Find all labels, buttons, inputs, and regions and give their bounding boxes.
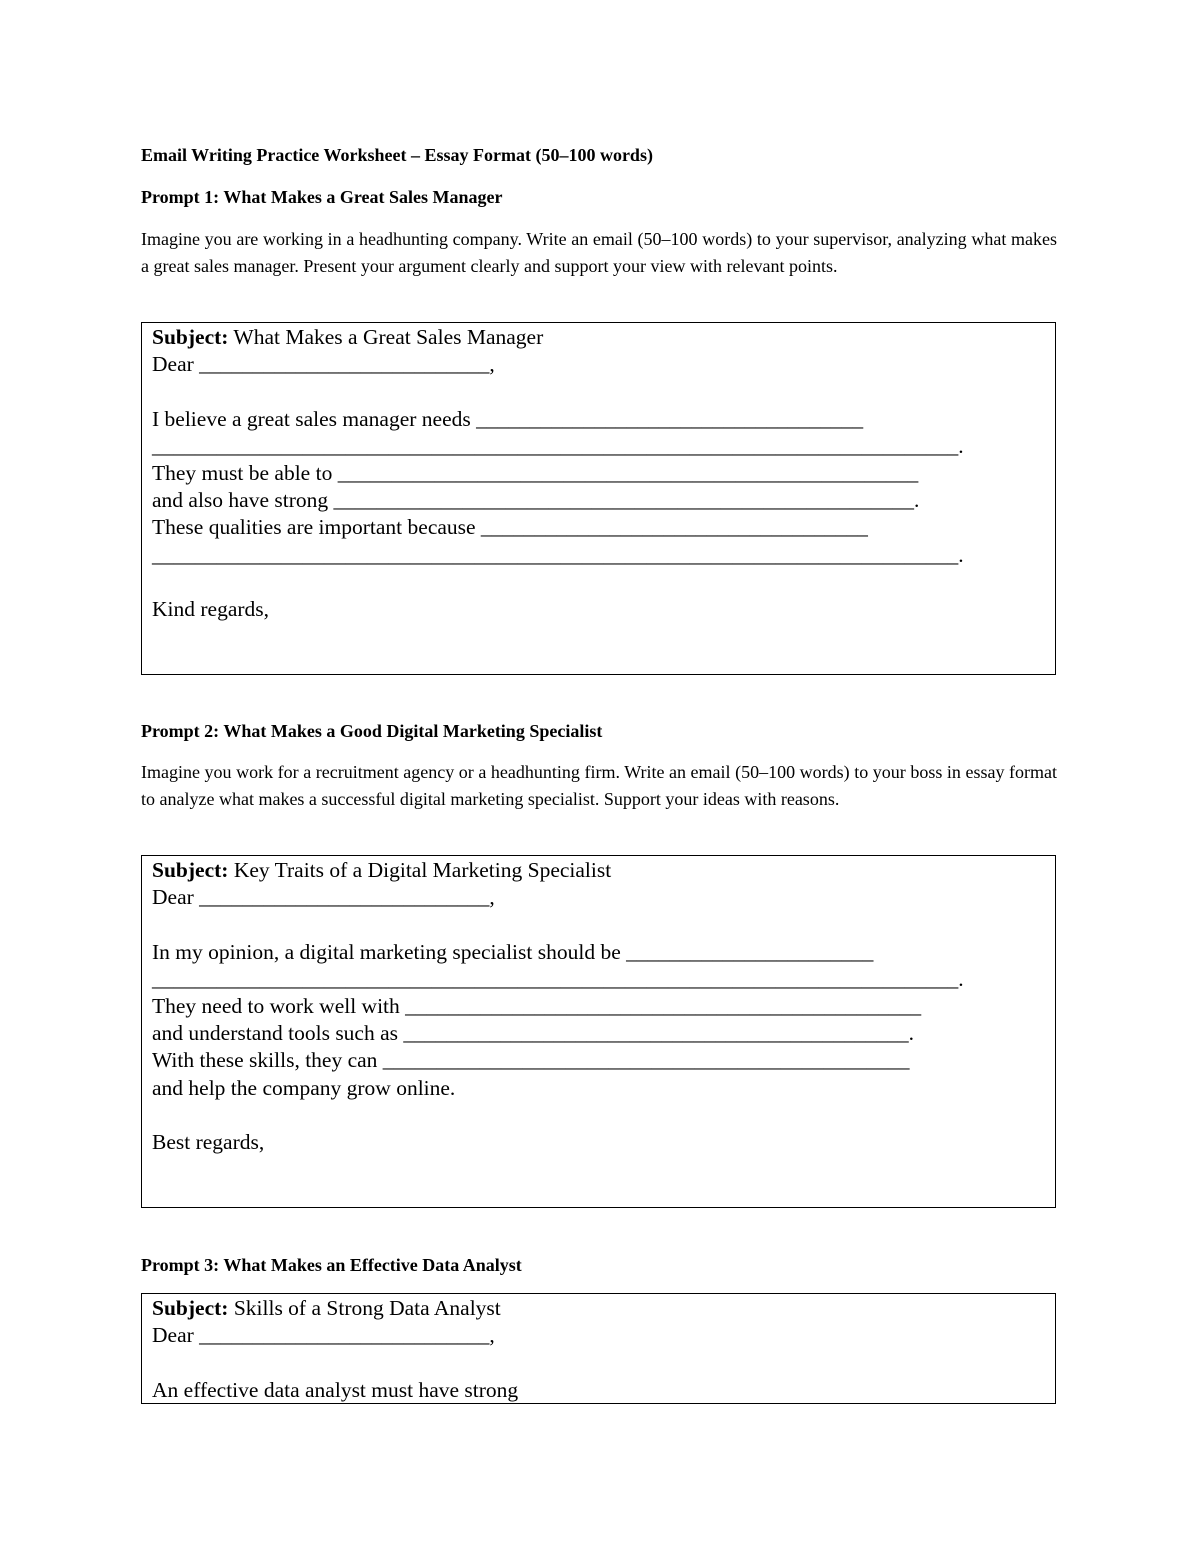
blank-line (152, 1349, 1055, 1376)
subject-text: Key Traits of a Digital Marketing Specialist (228, 858, 612, 882)
email-subject-line (152, 324, 1055, 351)
email-line: In my opinion, a digital marketing specialist should be _______________________ (152, 939, 874, 964)
prompt-2-email-box[interactable] (141, 855, 1056, 1208)
email-line: They must be able to ______________________________________________________ (152, 460, 919, 485)
email-greeting: Dear ___________________________, (152, 352, 495, 377)
subject-text: Skills of a Strong Data Analyst (228, 1296, 501, 1320)
email-line: ___________________________________________________________________________. (152, 433, 964, 458)
email-line: An effective data analyst must have strong (152, 1377, 519, 1402)
email-subject-line (152, 1295, 1055, 1322)
prompt-3-heading: Prompt 3: What Makes an Effective Data Analyst (141, 1255, 522, 1275)
email-line: They need to work well with ________________________________________________ (152, 993, 922, 1018)
email-line: ___________________________________________________________________________. (152, 966, 964, 991)
subject-label: Subject: (152, 1296, 229, 1320)
blank-line (152, 378, 1055, 405)
email-line: and understand tools such as _______________________________________________. (152, 1021, 915, 1046)
email-line: I believe a great sales manager needs ____________________________________ (152, 406, 864, 431)
email-greeting: Dear ___________________________, (152, 885, 495, 910)
subject-label: Subject: (152, 858, 229, 882)
email-line: With these skills, they can _________________________________________________ (152, 1048, 910, 1073)
prompt-1-heading: Prompt 1: What Makes a Great Sales Manager (141, 187, 503, 207)
email-closing: Best regards, (152, 1129, 265, 1154)
email-greeting: Dear ___________________________, (152, 1323, 495, 1348)
prompt-1-email-box[interactable] (141, 322, 1056, 675)
blank-line (152, 911, 1055, 938)
email-subject-line (152, 857, 1055, 884)
prompt-2-instructions: Imagine you work for a recruitment agency or a headhunting firm. Write an email (50–100 words) to your boss in essay format to analyze what makes a successful digital marketing specialist. Support your ideas with reasons. (141, 762, 1057, 809)
email-line: ___________________________________________________________________________. (152, 542, 964, 567)
prompt-1-instructions: Imagine you are working in a headhunting company. Write an email (50–100 words) to your supervisor, analyzing what makes a great sales manager. Present your argument clearly and support your view with relevant points. (141, 229, 1057, 276)
worksheet-title: Email Writing Practice Worksheet – Essay Format (50–100 words) (141, 145, 653, 165)
email-line: and also have strong ______________________________________________________. (152, 488, 920, 513)
blank-line (152, 569, 1055, 596)
prompt-2-heading: Prompt 2: What Makes a Good Digital Marketing Specialist (141, 721, 603, 741)
subject-label: Subject: (152, 325, 229, 349)
email-line: and help the company grow online. (152, 1075, 456, 1100)
subject-text: What Makes a Great Sales Manager (228, 325, 544, 349)
email-closing: Kind regards, (152, 596, 270, 621)
email-line: These qualities are important because ____________________________________ (152, 515, 868, 540)
blank-line (152, 1102, 1055, 1129)
prompt-3-email-box[interactable] (141, 1293, 1056, 1404)
